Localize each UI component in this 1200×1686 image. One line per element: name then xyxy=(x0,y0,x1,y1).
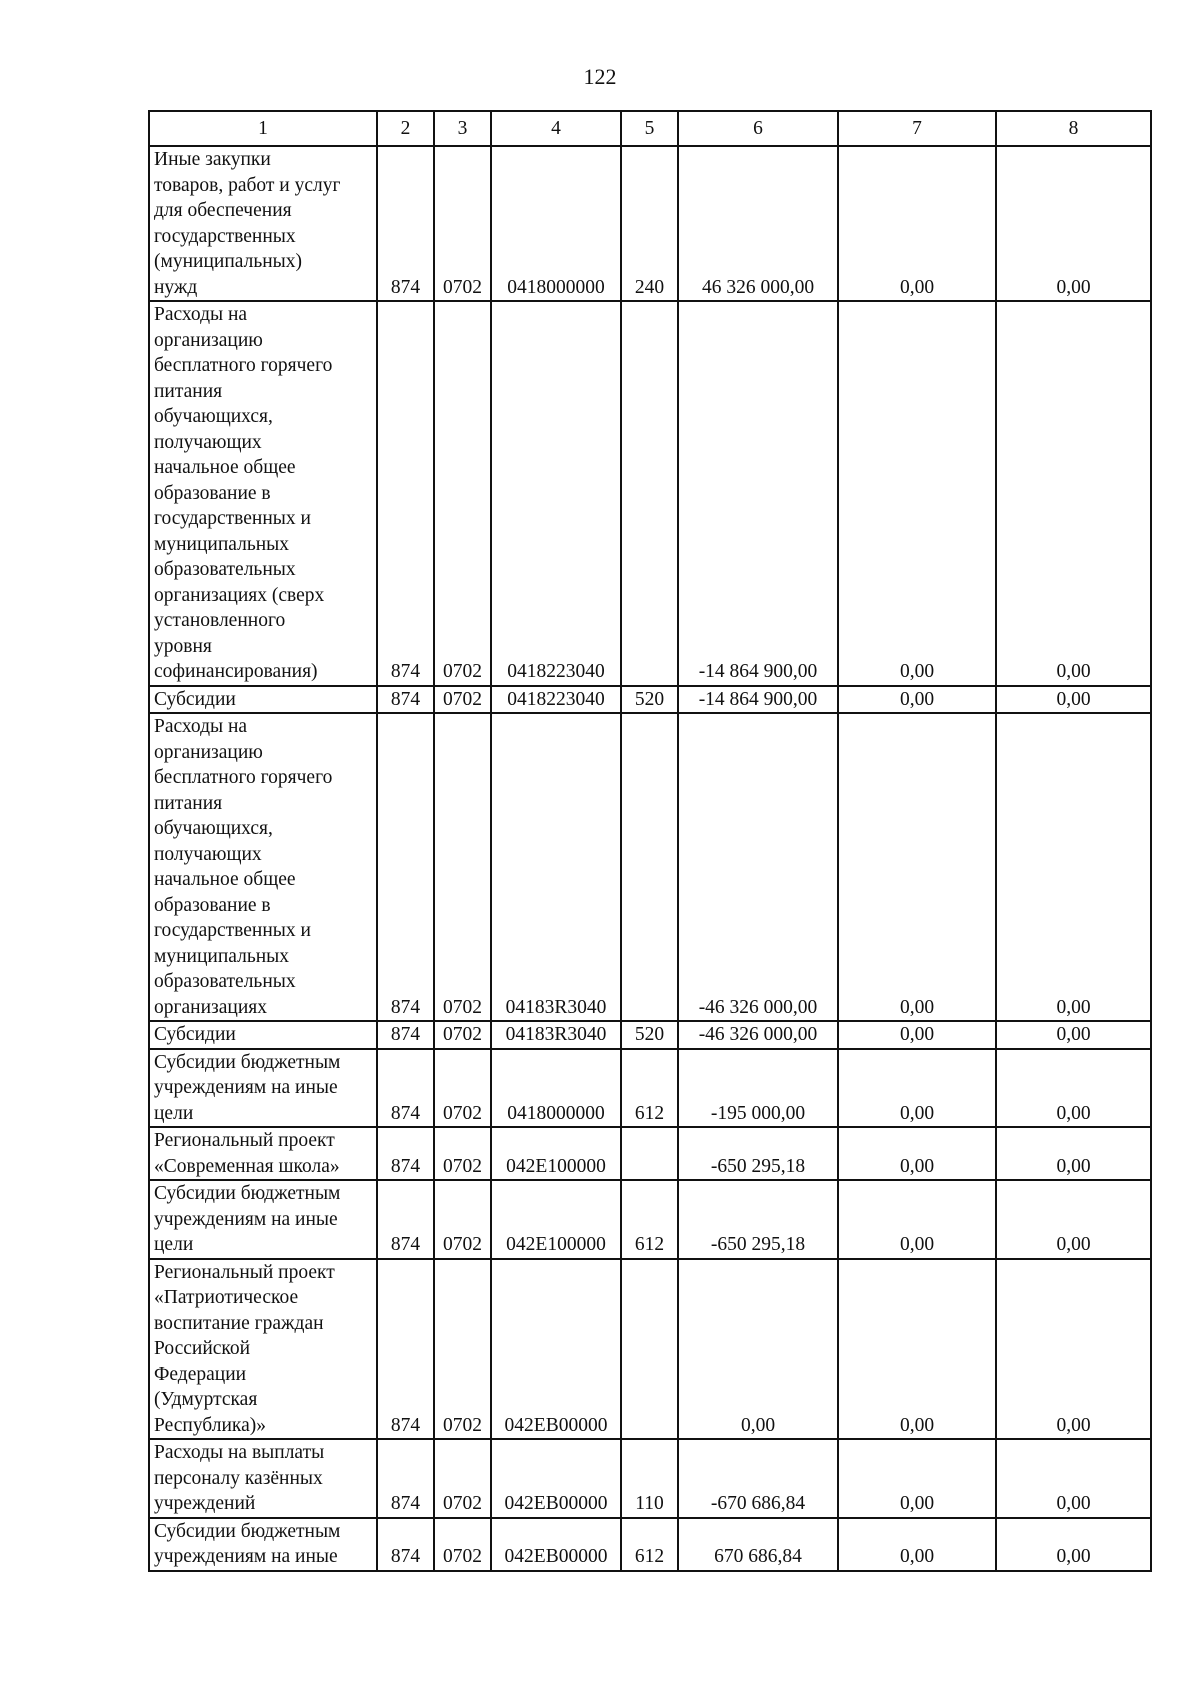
amount-cell: 46 326 000,00 xyxy=(678,146,838,301)
amount-cell: -46 326 000,00 xyxy=(678,1021,838,1049)
expense-name-line: «Современная школа» xyxy=(154,1155,340,1177)
section-code-cell: 0702 xyxy=(434,1021,491,1049)
expense-name-line: организацию xyxy=(154,741,263,763)
expense-name-line: начальное общее xyxy=(154,869,296,890)
ministry-code-cell: 874 xyxy=(377,1021,434,1049)
expense-type-cell: 612 xyxy=(621,1180,678,1259)
column-header: 4 xyxy=(491,111,621,146)
amount-cell: -650 295,18 xyxy=(678,1127,838,1180)
expense-name-cell xyxy=(149,1127,377,1180)
amount-cell: -46 326 000,00 xyxy=(678,713,838,1021)
expense-name-cell xyxy=(149,1259,377,1440)
amount-year3-cell: 0,00 xyxy=(996,1259,1151,1440)
table-row xyxy=(149,1259,1151,1440)
section-code-cell: 0702 xyxy=(434,686,491,714)
expense-type-cell: 240 xyxy=(621,146,678,301)
expense-name-line: обучающихся, xyxy=(154,406,273,427)
target-article-cell: 042E100000 xyxy=(491,1127,621,1180)
amount-cell: -670 686,84 xyxy=(678,1439,838,1518)
target-article-cell: 0418223040 xyxy=(491,301,621,686)
expense-name-line: бесплатного горячего xyxy=(154,767,333,788)
expense-name-line: учреждениям на иные xyxy=(154,1077,338,1098)
budget-table xyxy=(148,110,1152,1572)
table-row xyxy=(149,1021,1151,1049)
table-row xyxy=(149,146,1151,301)
ministry-code-cell: 874 xyxy=(377,1518,434,1571)
expense-name-line: (Удмуртская xyxy=(154,1389,258,1410)
amount-year2-cell: 0,00 xyxy=(838,1127,996,1180)
table-row xyxy=(149,1180,1151,1259)
expense-name-cell xyxy=(149,713,377,1021)
table-body xyxy=(149,146,1151,1571)
expense-name-line: Российской xyxy=(154,1338,251,1359)
expense-name-line: установленного xyxy=(154,610,286,631)
expense-name-line: Субсидии бюджетным xyxy=(154,1051,341,1073)
amount-cell: -195 000,00 xyxy=(678,1049,838,1128)
expense-name-line: Федерации xyxy=(154,1363,247,1385)
target-article-cell: 04183R3040 xyxy=(491,1021,621,1049)
expense-name-line: Расходы на xyxy=(154,716,248,737)
ministry-code-cell: 874 xyxy=(377,1180,434,1259)
amount-year3-cell: 0,00 xyxy=(996,1021,1151,1049)
expense-name-line: уровня xyxy=(154,635,212,657)
expense-name-line: софинансирования) xyxy=(154,661,318,682)
section-code-cell: 0702 xyxy=(434,1049,491,1128)
ministry-code-cell: 874 xyxy=(377,301,434,686)
expense-type-cell: 520 xyxy=(621,1021,678,1049)
expense-name-line: муниципальных xyxy=(154,533,290,555)
section-code-cell: 0702 xyxy=(434,1127,491,1180)
expense-type-cell: 110 xyxy=(621,1439,678,1518)
amount-year3-cell: 0,00 xyxy=(996,1127,1151,1180)
amount-year3-cell: 0,00 xyxy=(996,146,1151,301)
expense-type-cell xyxy=(621,1259,678,1440)
ministry-code-cell: 874 xyxy=(377,146,434,301)
expense-name-cell xyxy=(149,1180,377,1259)
expense-type-cell xyxy=(621,1127,678,1180)
target-article-cell: 0418000000 xyxy=(491,146,621,301)
column-header: 6 xyxy=(678,111,838,146)
column-header: 2 xyxy=(377,111,434,146)
amount-cell: -14 864 900,00 xyxy=(678,301,838,686)
expense-name-line: Иные закупки xyxy=(154,149,271,170)
expense-name-line: получающих xyxy=(154,843,262,865)
expense-name-line: государственных и xyxy=(154,920,311,941)
expense-name-line: питания xyxy=(154,792,223,814)
expense-name-line: Региональный проект xyxy=(154,1261,335,1283)
expense-name-cell xyxy=(149,301,377,686)
table-row xyxy=(149,1127,1151,1180)
target-article-cell: 0418223040 xyxy=(491,686,621,714)
expense-name-line: нужд xyxy=(154,276,198,298)
expense-name-line: питания xyxy=(154,380,223,402)
page-number: 122 xyxy=(583,64,617,89)
expense-name-line: Субсидии бюджетным xyxy=(154,1520,341,1542)
expense-name-line: образовательных xyxy=(154,971,296,992)
expense-name-line: государственных xyxy=(154,225,296,247)
amount-cell: -650 295,18 xyxy=(678,1180,838,1259)
expense-name-line: начальное общее xyxy=(154,457,296,478)
table-row xyxy=(149,1439,1151,1518)
expense-name-line: Субсидии xyxy=(154,1024,236,1045)
expense-name-cell xyxy=(149,686,377,714)
ministry-code-cell: 874 xyxy=(377,1439,434,1518)
expense-name-line: учреждений xyxy=(154,1493,256,1514)
expense-name-line: обучающихся, xyxy=(154,818,273,839)
table-row xyxy=(149,301,1151,686)
column-header: 5 xyxy=(621,111,678,146)
expense-name-line: «Патриотическое xyxy=(154,1287,299,1308)
ministry-code-cell: 874 xyxy=(377,1127,434,1180)
expense-name-line: (муниципальных) xyxy=(154,251,302,272)
expense-name-cell xyxy=(149,1439,377,1518)
section-code-cell: 0702 xyxy=(434,301,491,686)
expense-type-cell: 520 xyxy=(621,686,678,714)
expense-name-line: товаров, работ и услуг xyxy=(154,174,341,196)
amount-year2-cell: 0,00 xyxy=(838,686,996,714)
target-article-cell: 042E100000 xyxy=(491,1180,621,1259)
expense-name-line: цели xyxy=(154,1102,194,1124)
expense-name-line: организацию xyxy=(154,329,263,351)
expense-name-line: получающих xyxy=(154,431,262,453)
amount-year3-cell: 0,00 xyxy=(996,1180,1151,1259)
expense-name-line: учреждениям на иные xyxy=(154,1546,338,1567)
expense-name-cell xyxy=(149,146,377,301)
expense-name-line: Республика)» xyxy=(154,1414,266,1436)
target-article-cell: 04183R3040 xyxy=(491,713,621,1021)
expense-name-line: муниципальных xyxy=(154,945,290,967)
table-row xyxy=(149,1518,1151,1571)
ministry-code-cell: 874 xyxy=(377,1259,434,1440)
expense-name-cell xyxy=(149,1021,377,1049)
column-header: 8 xyxy=(996,111,1151,146)
expense-name-line: Расходы на xyxy=(154,304,248,325)
amount-year2-cell: 0,00 xyxy=(838,301,996,686)
table-row xyxy=(149,1049,1151,1128)
section-code-cell: 0702 xyxy=(434,1439,491,1518)
table-row xyxy=(149,713,1151,1021)
expense-name-line: образовательных xyxy=(154,559,296,580)
section-code-cell: 0702 xyxy=(434,1180,491,1259)
expense-type-cell: 612 xyxy=(621,1049,678,1128)
section-code-cell: 0702 xyxy=(434,1518,491,1571)
target-article-cell: 042EB00000 xyxy=(491,1518,621,1571)
expense-name-line: Субсидии xyxy=(154,688,236,710)
expense-type-cell xyxy=(621,301,678,686)
expense-name-line: воспитание граждан xyxy=(154,1312,324,1334)
expense-name-line: для обеспечения xyxy=(154,200,292,221)
amount-year3-cell: 0,00 xyxy=(996,1439,1151,1518)
expense-name-cell xyxy=(149,1518,377,1571)
expense-name-line: организациях (сверх xyxy=(154,584,325,606)
amount-year3-cell: 0,00 xyxy=(996,1049,1151,1128)
expense-name-line: государственных и xyxy=(154,508,311,529)
table-row xyxy=(149,686,1151,714)
expense-type-cell xyxy=(621,713,678,1021)
section-code-cell: 0702 xyxy=(434,1259,491,1440)
expense-name-line: образование в xyxy=(154,894,271,916)
expense-name-line: Субсидии бюджетным xyxy=(154,1183,341,1204)
amount-year2-cell: 0,00 xyxy=(838,146,996,301)
table-header-row xyxy=(149,111,1151,146)
section-code-cell: 0702 xyxy=(434,146,491,301)
amount-year2-cell: 0,00 xyxy=(838,1518,996,1571)
amount-year3-cell: 0,00 xyxy=(996,1518,1151,1571)
column-header: 3 xyxy=(434,111,491,146)
column-header: 7 xyxy=(838,111,996,146)
amount-cell: 670 686,84 xyxy=(678,1518,838,1571)
amount-year2-cell: 0,00 xyxy=(838,713,996,1021)
target-article-cell: 042EB00000 xyxy=(491,1259,621,1440)
amount-year3-cell: 0,00 xyxy=(996,713,1151,1021)
target-article-cell: 0418000000 xyxy=(491,1049,621,1128)
expense-name-line: Региональный проект xyxy=(154,1130,335,1151)
column-header: 1 xyxy=(149,111,377,146)
section-code-cell: 0702 xyxy=(434,713,491,1021)
expense-name-line: персоналу казённых xyxy=(154,1467,323,1489)
amount-year2-cell: 0,00 xyxy=(838,1021,996,1049)
amount-year2-cell: 0,00 xyxy=(838,1180,996,1259)
expense-name-cell xyxy=(149,1049,377,1128)
expense-name-line: учреждениям на иные xyxy=(154,1208,338,1230)
expense-type-cell: 612 xyxy=(621,1518,678,1571)
amount-year2-cell: 0,00 xyxy=(838,1259,996,1440)
ministry-code-cell: 874 xyxy=(377,713,434,1021)
amount-year2-cell: 0,00 xyxy=(838,1439,996,1518)
ministry-code-cell: 874 xyxy=(377,686,434,714)
amount-year3-cell: 0,00 xyxy=(996,686,1151,714)
target-article-cell: 042EB00000 xyxy=(491,1439,621,1518)
ministry-code-cell: 874 xyxy=(377,1049,434,1128)
amount-year2-cell: 0,00 xyxy=(838,1049,996,1128)
expense-name-line: образование в xyxy=(154,482,271,504)
amount-year3-cell: 0,00 xyxy=(996,301,1151,686)
expense-name-line: организациях xyxy=(154,996,267,1018)
expense-name-line: цели xyxy=(154,1234,194,1255)
expense-name-line: Расходы на выплаты xyxy=(154,1442,325,1463)
amount-cell: 0,00 xyxy=(678,1259,838,1440)
amount-cell: -14 864 900,00 xyxy=(678,686,838,714)
expense-name-line: бесплатного горячего xyxy=(154,355,333,376)
